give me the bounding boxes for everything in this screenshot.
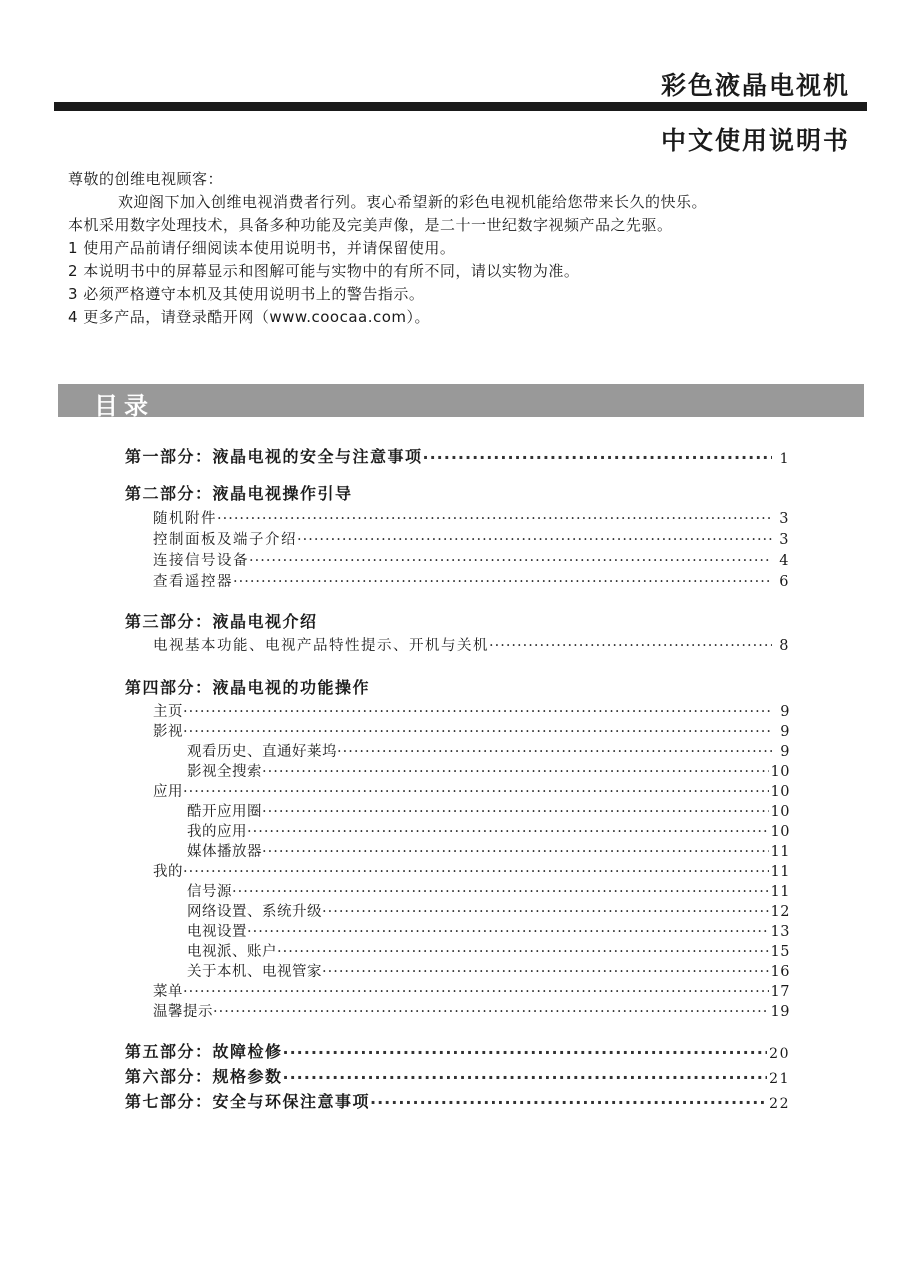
toc-entry-label: 第一部分：液晶电视的安全与注意事项	[125, 447, 423, 466]
leader-dots	[262, 762, 769, 782]
intro-note-4: 4 更多产品，请登录酷开网（www.coocaa.com）。	[68, 308, 431, 326]
toc-entry-page: 13	[770, 924, 790, 940]
leader-dots	[183, 702, 772, 722]
toc-entry[interactable]	[153, 551, 790, 571]
toc-entry-label: 应用	[153, 784, 183, 800]
toc-entry-label: 控制面板及端子介绍	[153, 532, 297, 548]
toc-entry-label: 菜单	[153, 984, 183, 1000]
intro-note-3: 3 必须严格遵守本机及其使用说明书上的警告指示。	[68, 285, 425, 303]
toc-entry-label: 连接信号设备	[153, 553, 249, 569]
toc-entry-label: 我的应用	[187, 824, 247, 840]
manual-title: 彩色液晶电视机	[660, 71, 850, 100]
leader-dots	[217, 509, 772, 529]
toc-entry[interactable]	[153, 782, 790, 802]
toc-entry-page: 9	[780, 744, 790, 760]
toc-entry-page: 3	[779, 532, 790, 548]
manual-subtitle: 中文使用说明书	[660, 126, 850, 155]
toc-entry-page: 11	[770, 864, 790, 880]
toc-entry-page: 21	[769, 1071, 790, 1087]
leader-dots	[247, 822, 769, 842]
leader-dots	[183, 982, 769, 1002]
leader-dots	[249, 551, 772, 571]
toc-entry[interactable]	[187, 822, 790, 842]
toc-entry[interactable]	[187, 902, 790, 922]
leader-dots	[337, 742, 772, 762]
leader-dots	[233, 572, 772, 592]
toc-entry[interactable]	[153, 722, 790, 742]
toc-entry-label: 观看历史、直通好莱坞	[187, 744, 337, 760]
toc-entry-label: 第六部分：规格参数	[125, 1067, 283, 1086]
toc-entry-label: 电视派、账户	[187, 944, 277, 960]
toc-entry-page: 16	[770, 964, 790, 980]
toc-entry[interactable]	[187, 922, 790, 942]
toc-entry-page: 10	[770, 824, 790, 840]
toc-entry[interactable]	[187, 762, 790, 782]
leader-dots	[370, 1093, 767, 1112]
leader-dots	[183, 782, 769, 802]
toc-entry-label: 我的	[153, 864, 183, 880]
toc-entry-label: 关于本机、电视管家	[187, 964, 322, 980]
toc-entry-page: 20	[769, 1046, 790, 1062]
toc-entry-label: 酷开应用圈	[187, 804, 262, 820]
toc-entry-page: 19	[770, 1004, 790, 1020]
toc-entry-page: 10	[770, 804, 790, 820]
toc-heading-bar	[58, 384, 864, 420]
toc-entry-page: 6	[779, 574, 790, 590]
toc-entry-part1[interactable]	[125, 444, 790, 467]
toc-entry[interactable]	[187, 742, 790, 762]
toc-entry[interactable]	[153, 982, 790, 1002]
title-divider	[54, 102, 867, 111]
toc-entry-label: 随机附件	[153, 511, 217, 527]
toc-entry-page: 17	[770, 984, 790, 1000]
intro-note-1: 1 使用产品前请仔细阅读本使用说明书，并请保留使用。	[68, 239, 456, 257]
intro-note-2: 2 本说明书中的屏幕显示和图解可能与实物中的有所不同，请以实物为准。	[68, 262, 580, 280]
toc-entry-page: 8	[779, 638, 790, 654]
toc-entry[interactable]	[153, 702, 790, 722]
toc-entry-label: 查看遥控器	[153, 574, 233, 590]
toc-entry-label: 电视设置	[187, 924, 247, 940]
toc-entry[interactable]	[187, 802, 790, 822]
toc-entry-page: 11	[770, 884, 790, 900]
toc-entry[interactable]	[153, 509, 790, 529]
toc-entry[interactable]	[153, 530, 790, 550]
intro-greeting: 尊敬的创维电视顾客：	[68, 170, 224, 188]
leader-dots	[183, 722, 772, 742]
toc-entry-label: 第七部分：安全与环保注意事项	[125, 1092, 371, 1111]
toc-entry[interactable]	[187, 882, 790, 902]
toc-entry-part7[interactable]	[125, 1089, 790, 1112]
toc-entry-part5[interactable]	[125, 1039, 790, 1062]
intro-section	[68, 168, 868, 329]
toc-entry[interactable]	[187, 962, 790, 982]
toc-entry-page: 4	[779, 553, 790, 569]
leader-dots	[489, 636, 772, 656]
toc-entry[interactable]	[153, 572, 790, 592]
toc-entry-page: 9	[780, 724, 790, 740]
toc-entry-page: 22	[769, 1096, 790, 1112]
toc-entry[interactable]	[153, 636, 790, 656]
toc-entry-page: 9	[780, 704, 790, 720]
leader-dots	[297, 530, 772, 550]
leader-dots	[423, 448, 772, 467]
toc-entry-label: 第五部分：故障检修	[125, 1042, 283, 1061]
toc-entry-label: 影视全搜索	[187, 764, 262, 780]
toc-entry-part6[interactable]	[125, 1064, 790, 1087]
toc-entry-label: 网络设置、系统升级	[187, 904, 322, 920]
toc-entry-page: 10	[770, 764, 790, 780]
toc-entry[interactable]	[187, 942, 790, 962]
toc-entry-page: 10	[770, 784, 790, 800]
toc-entry-page: 1	[779, 451, 790, 467]
leader-dots	[232, 882, 769, 902]
toc-entry-label: 温馨提示	[153, 1004, 213, 1020]
leader-dots	[183, 862, 769, 882]
toc-part2-heading[interactable]: 第二部分：液晶电视操作引导	[125, 484, 353, 503]
leader-dots	[283, 1068, 768, 1087]
leader-dots	[213, 1002, 769, 1022]
leader-dots	[322, 962, 769, 982]
toc-entry-page: 3	[779, 511, 790, 527]
leader-dots	[277, 942, 769, 962]
toc-heading: 目录	[94, 392, 154, 420]
leader-dots	[322, 902, 769, 922]
toc-part3-heading[interactable]: 第三部分：液晶电视介绍	[125, 612, 318, 631]
toc-part4-heading[interactable]: 第四部分：液晶电视的功能操作	[125, 678, 371, 697]
toc-entry[interactable]	[153, 1002, 790, 1022]
toc-entry-page: 11	[770, 844, 790, 860]
toc-entry[interactable]	[187, 842, 790, 862]
toc-entry-label: 主页	[153, 704, 183, 720]
intro-welcome: 欢迎阁下加入创维电视消费者行列。衷心希望新的彩色电视机能给您带来长久的快乐。	[118, 193, 708, 211]
toc-entry-label: 媒体播放器	[187, 844, 262, 860]
leader-dots	[283, 1043, 768, 1062]
toc-entry-page: 12	[770, 904, 790, 920]
intro-tech: 本机采用数字处理技术，具备多种功能及完美声像，是二十一世纪数字视频产品之先驱。	[68, 216, 673, 234]
leader-dots	[262, 842, 769, 862]
toc-entry-label: 影视	[153, 724, 183, 740]
toc-entry[interactable]	[153, 862, 790, 882]
leader-dots	[262, 802, 769, 822]
toc-entry-label: 信号源	[187, 884, 232, 900]
toc-entry-label: 电视基本功能、电视产品特性提示、开机与关机	[153, 638, 489, 654]
toc-entry-page: 15	[770, 944, 790, 960]
leader-dots	[247, 922, 769, 942]
